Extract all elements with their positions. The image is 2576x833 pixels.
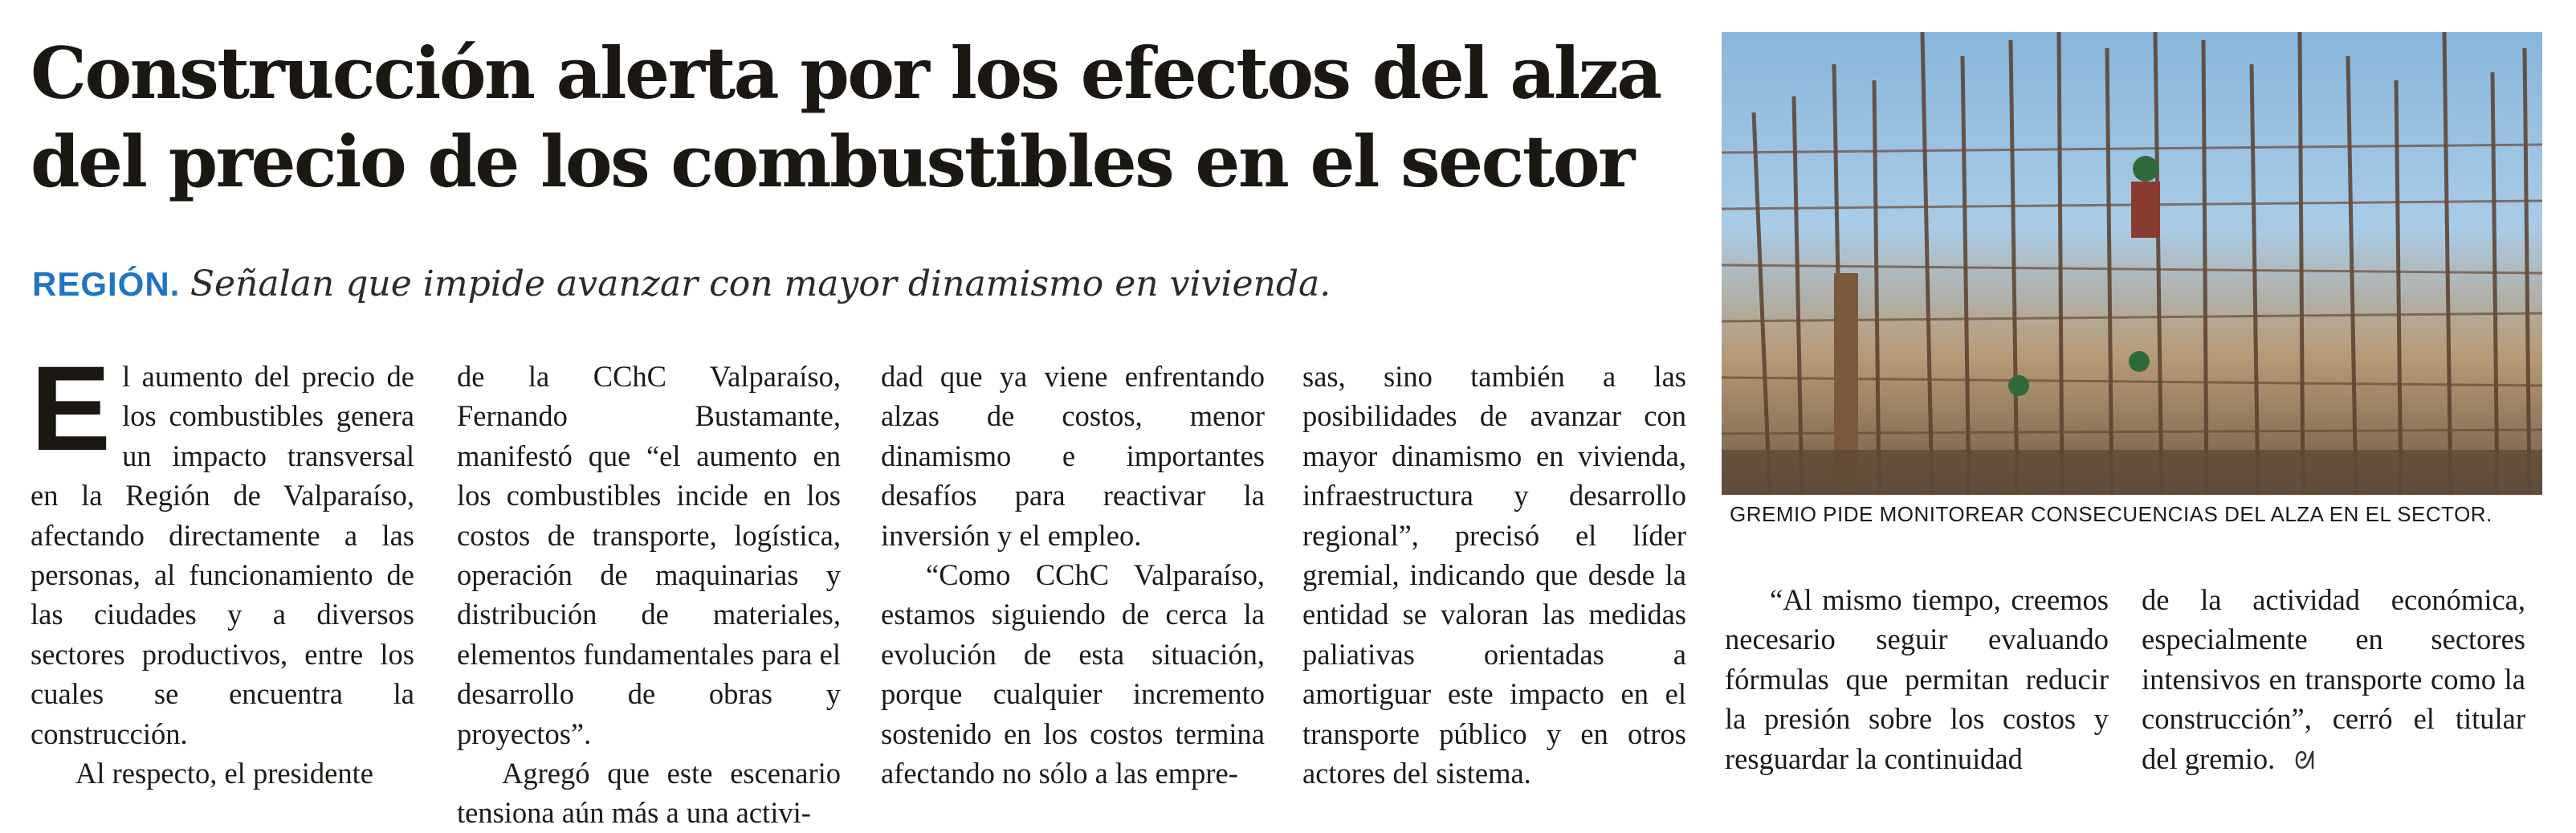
section-label: REGIÓN. [32, 265, 181, 303]
kicker [32, 254, 1331, 312]
article-paragraph: Agregó que este escenario tensiona aún más a una activi- [457, 757, 841, 830]
article-paragraph: Al respecto, el presidente [75, 757, 373, 790]
headline: Construcción alerta por los efectos del alza del precio de los combustibles en el sector [31, 31, 1661, 203]
end-mark-icon: ᘛ [2294, 746, 2315, 775]
article-column-2 [457, 357, 841, 833]
closing-text: de la actividad económica, especialmente en sectores intensivos en transporte como la construcción”, cerró el titular del gremio. [2142, 583, 2525, 775]
construction-photo [1722, 32, 2542, 495]
article-paragraph: dad que ya viene enfrentando alzas de costos, menor dinamismo e importantes desafíos para reactivar la inversión y el empleo. [881, 360, 1265, 552]
article-paragraph [2142, 580, 2525, 781]
rebar-scaffold-illustration [1722, 32, 2542, 495]
lead-text: l aumento del precio de los combustibles genera un impacto transversal en la Región de Valparaíso, afectando directamente a las personas, al funcionamiento de las ciudades y a diversos sectores productivos, entre los cuales se encuentra la construcción. [31, 360, 414, 750]
article-paragraph: “Como CChC Valparaíso, estamos siguiendo de cerca la evolución de esta situación, porque cualquier incremento sostenido en los costos termina afectando no sólo a las empre- [881, 558, 1265, 790]
article-column-5 [1725, 580, 2109, 778]
article-paragraph: de la CChC Valparaíso, Fernando Bustamante, manifestó que “el aumento en los combustibles incide en los costos de transporte, logística, operación de maquinarias y distribución de materiales, elementos fundamentales para el desarrollo de obras y proyectos”. [457, 360, 841, 750]
article-column-6 [2142, 580, 2525, 781]
article-column-3 [881, 357, 1265, 793]
photo-caption: GREMIO PIDE MONITOREAR CONSECUENCIAS DEL ALZA EN EL SECTOR. [1730, 502, 2492, 526]
article-column-1 [31, 341, 414, 793]
article-column-4 [1302, 357, 1686, 793]
subheadline: Señalan que impide avanzar con mayor dinamismo en vivienda. [190, 263, 1331, 304]
drop-cap: E [31, 341, 112, 476]
lead-paragraph [31, 341, 414, 753]
article-paragraph: “Al mismo tiempo, creemos necesario seguir evaluando fórmulas que permitan reducir la presión sobre los costos y resguardar la continuidad [1725, 583, 2109, 775]
article-paragraph: sas, sino también a las posibilidades de avanzar con mayor dinamismo en vivienda, infraestructura y desarrollo regional”, precisó el líder gremial, indicando que desde la entidad se valoran las medidas paliativas orientadas a amortiguar este impacto en el transporte público y en otros actores del sistema. [1302, 360, 1686, 790]
